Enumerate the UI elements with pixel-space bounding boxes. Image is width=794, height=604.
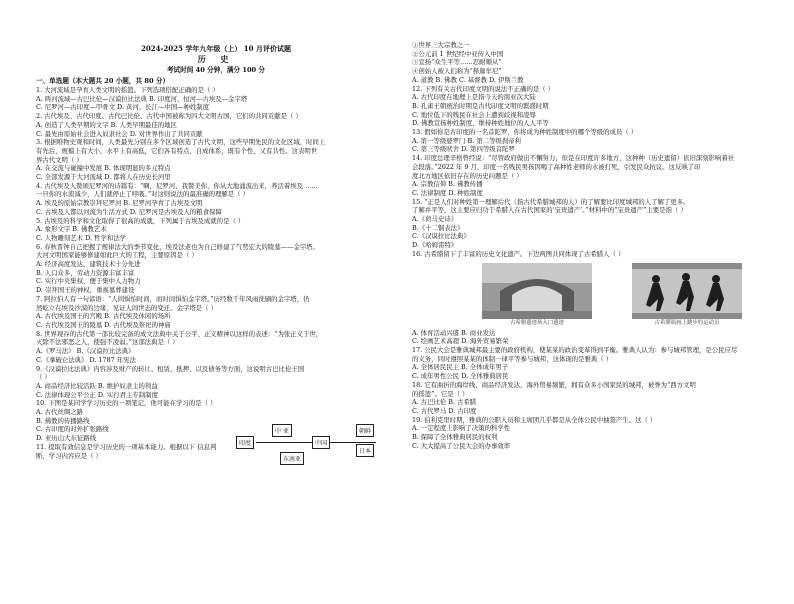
exam-subject: 历 史: [197, 54, 235, 64]
right-lines-b-line: A. 体育活动兴盛 B. 商业发达: [412, 328, 496, 337]
right-lines-a-line: C. 地位低下的贱民在社会上遭到歧视和凌辱: [412, 110, 536, 119]
diagram-india: 印度: [236, 436, 254, 449]
left-lines-line: A. 两河流域—古巴比伦—汉谟拉比法典 B. 印度河、恒河—古埃及—金字塔: [36, 94, 248, 103]
left-lines-line: C. 全部发源于大河流域 D. 都将人在历史长河里: [36, 173, 171, 182]
right-lines-a-line: A. 第一等级婆罗门 B. 第二等级刹帝利: [412, 136, 521, 145]
left-lines-line: A. 古代埃及国王的宫殿 B. 古代埃及休闲的场所: [36, 312, 171, 321]
diagram-korea: 朝鲜: [356, 424, 374, 437]
route-diagram: [236, 420, 396, 466]
right-lines-a-line: 16. 古希腊留下了丰富的历史文化遗产。下边两图共同体现了古希腊人（ ）: [412, 249, 625, 258]
right-lines-b-line: C. 大大提高了公民大会的办事效率: [412, 441, 511, 450]
right-column: [412, 0, 764, 601]
left-lines-line: 7. 阿拉伯人有一句谚语：“人间惧怕时间，而时间惧怕金字塔。”历经数千年风雨洗刷的金字塔，仍: [36, 294, 310, 303]
left-lines-line: 3. 根据唯物史观和时间，人类最先分别在多个区域创造了古代文明，这些早期先民的文化区域，时间上: [36, 138, 326, 147]
right-lines-b-line: A. 一定程度上影响了决策的科学性: [412, 424, 511, 433]
right-lines-b-line: A. 全体居民民主 B. 全体成年男子: [412, 363, 509, 372]
right-lines-b-line: 的摇篮”。它是（ ）: [412, 389, 469, 398]
left-lines-line: 4. 古代埃及人赞颂尼罗河的诗篇有：“啊，尼罗河，我赞美你，你从大地涌流出来，养活着埃及 ……: [36, 181, 318, 190]
left-lines-line: 界古代文明（ ）: [36, 155, 83, 164]
left-lines-line: A. 象形文字 B. 佛教艺术: [36, 225, 107, 234]
left-lines-line: 1. 大河流域是孕育人类文明的摇篮。下列选项搭配正确的是（ ）: [36, 86, 219, 94]
left-lines-line: 大河文明国家能够修建如此巨大的工程，主要原因是（ ）: [36, 251, 198, 260]
left-lines-line: A. 创造了人类早期的文字 B. 人类早期最佳的地区: [36, 120, 177, 129]
left-lines-line: C. 最先由原始社会进入奴隶社会 D. 对世界作出了共同贡献: [36, 129, 203, 138]
left-lines-line: B. 佛教的传播路线: [36, 416, 90, 425]
left-lines-line: 断，学习内容应是（ ）: [36, 451, 102, 460]
left-lines-line: D. 崇拜国王的神权，重视墓葬建设: [36, 286, 135, 295]
diagram-central-asia: 中 亚: [272, 424, 292, 437]
exam-title: 2024-2025 学年九年级（上） 10 月评价试题: [141, 44, 291, 53]
left-lines-line: C. 尼罗河—古印度—甲骨文 D. 黄河、长江—中国—种姓制度: [36, 103, 210, 112]
right-lines-a-line: 了解并平等，这主要应归功于希腊人在古代国家的‘宝贵遗产’。”材料中的“宝贵遗产”主要是指（ ）: [412, 206, 687, 215]
diagram-southeast-asia: 东南亚: [280, 452, 304, 465]
right-lines-b-line: 18. 它有曲折的海岸线，商品经济发达，海外贸易频繁，拥有众多小国家民的城邦，被誉为“西方文明: [412, 380, 696, 389]
left-lines-line: A. 埃及的原始宗教崇拜尼罗河 B. 尼罗河孕育了古埃及文明: [36, 199, 203, 208]
right-lines-a-line: C. 第三等级吠舍 D. 第四等级首陀罗: [412, 145, 515, 154]
caption-vase: 古希腊瓶画上跳步的运动员: [654, 319, 720, 326]
right-lines-b-line: A. 古巴比伦 B. 古希腊: [412, 398, 477, 407]
right-lines-b-line: 17. 公民大会是雅典城邦最主要的政府机构，使某某的政治变革得到平衡。雅典人认为：参与城邦管理，是公民应尽: [412, 345, 738, 354]
left-lines-line: C.《拿破仑法典》 D. 1787 年宪法: [36, 355, 136, 364]
right-lines-b-line: C. 成年男性公民 D. 全体雅典居民: [412, 372, 509, 381]
right-lines-a-line: A.《荷马史诗》: [412, 215, 457, 224]
left-lines-line: 10. 下图是某同学学习历史的一项笔记，他可能在学习的是（ ）: [36, 399, 217, 408]
right-questions-b: [412, 329, 764, 451]
exam-info: 考试时间 40 分钟，满分 100 分: [166, 66, 266, 74]
left-lines-line: 8. 世界现存的古代第一部比较完备的成文法典中关于公平、正义精神以这样的表述：“为张正义于世，: [36, 329, 323, 338]
left-lines-line: C. 人物雕刻艺术 D. 哲学和法学: [36, 233, 127, 242]
right-lines-a-line: C.《汉谟拉比法典》: [412, 232, 470, 241]
right-lines-a-line: ①世界三大宗教之一: [412, 41, 470, 49]
image-stadium-block: [482, 263, 592, 327]
diagram-china: 中国: [312, 436, 330, 449]
left-lines-line: 灭除不法邪恶之人，使强不凌弱。”这部法典是（ ）: [36, 338, 179, 347]
right-lines-a-line: 12. 下列有关古代印度文明的说法不正确的是（ ）: [412, 84, 555, 93]
left-lines-line: C. 古埃及人都以河流为生活方式 D. 尼罗河是古埃及人的粮食保障: [36, 207, 222, 216]
left-lines-line: C. 实行中央集权，便于集中人力物力: [36, 277, 141, 286]
left-lines-line: 11. 提取有效信息是学习历史的一项基本能力。根据以下 信息判: [36, 442, 217, 451]
right-lines-a-line: 度北方地区依旧存在的历史问题是（ ）: [412, 171, 523, 180]
left-lines-line: A. 经济高度发达，建筑技术十分先进: [36, 260, 141, 269]
right-lines-a-line: ②公元前 1 世纪经中亚传入中国: [412, 49, 504, 58]
right-lines-b-line: 19. 伯利克里时期，雅典的公职人员和主席团几乎都是从全体公民中抽签产生。这（ ）: [412, 415, 657, 424]
left-lines-line: 2. 古代埃及、古代印度、古代巴比伦、古代中国被称为四大文明古国，它们的共同贡献是（ ）: [36, 112, 302, 121]
right-lines-a-line: B. 孔雀王朝统治时期是古代印度文明的繁盛时期: [412, 101, 549, 110]
left-lines-line: C. 古印度的对外扩张路线: [36, 425, 109, 434]
left-lines-line: 有先后，规模上有大小，水平上有高低，它们各有特点，自成体系，既有个性，又有共性。这表明世: [36, 146, 318, 155]
right-lines-a-line: A. 古代印度在地理上是指今天的南亚次大陆: [412, 93, 536, 102]
image-vase-block: [632, 263, 742, 327]
right-lines-a-line: ③宣扬“众生平等……忍耐顺从”: [412, 58, 502, 67]
diagram-japan: 日本: [356, 444, 374, 457]
right-lines-a-line: 15. “正是人们对种姓第一理解后代（指古代希腊城邦的人）的了解要比印度城邦的人了解了更多。: [412, 197, 690, 206]
right-lines-a-line: A. 宗教信仰 B. 佛教传播: [412, 180, 483, 189]
left-lines-line: 5. 古埃及的科学和文化取得了很高的成就，下列属于古埃及成就的是（ ）: [36, 216, 245, 225]
right-lines-a-line: 会段落。”2022 年 9 月，印度一名贱民男孩因喝了高种姓老师的水被打死，引发民众抗议。这反映了印: [412, 162, 701, 171]
left-lines-line: C. 法律体现公平公正 D. 实行君主专制制度: [36, 390, 158, 399]
right-lines-b-line: C. 绘画艺术高超 D. 海外贸易繁荣: [412, 337, 509, 346]
question-16-images: [482, 263, 764, 327]
left-lines-line: D. 亚历山大东征路线: [36, 434, 97, 443]
vase-painting: [632, 263, 742, 319]
left-lines-line: 一、单选题（本大题共 20 小题，共 80 分）: [36, 77, 170, 85]
right-questions-a: [412, 41, 764, 259]
right-lines-a-line: D.《哈姆雷特》: [412, 241, 458, 250]
left-lines-line: A.《罗马法》 B.《汉谟拉比法典》: [36, 347, 135, 356]
left-lines-line: 一旦你的水流减少，人们就停止了呼吸。”对这则说法的最准确的理解是（ ）: [36, 190, 249, 199]
right-lines-a-line: B.《十二铜表法》: [412, 223, 464, 232]
left-lines-line: A. 在交流与碰撞中发展 B. 体现明显的多元特点: [36, 164, 171, 173]
left-lines-line: B. 人口众多，劳动力资源丰富丰富: [36, 268, 135, 277]
right-lines-b-line: B. 保障了全体雅典居民的权利: [412, 433, 498, 442]
left-lines-line: A. 古代丝绸之路: [36, 408, 84, 417]
left-lines-line: 9.《汉谟拉比法典》内容涉及财产的转让、租赁、抵押，以及债务等方面，这说明古巴比伦王国: [36, 364, 305, 373]
left-lines-line: （ ）: [36, 373, 51, 382]
left-lines-line: A. 商品经济比较活跃 B. 维护奴隶主的利益: [36, 381, 158, 390]
right-lines-a-line: A. 道教 B. 佛教 C. 基督教 D. 伊斯兰教: [412, 75, 524, 84]
caption-stadium: 古希腊遗迹场入口遗迹: [510, 319, 564, 326]
left-lines-line: 6. 春秋晋钟自己把握了规律法大的季节变化，埃及法老也为自己修建了气势宏大的陵墓——金字塔。: [36, 242, 319, 251]
left-column: [36, 0, 396, 604]
right-lines-a-line: ④创始人被人们称为“释迦牟尼”: [412, 67, 502, 76]
right-lines-a-line: 13. 假如你是古印度的一名首陀罗，你将成为种姓制度中的哪个等级的成员（ ）: [412, 128, 638, 137]
left-lines-line: 然屹立在埃及沙漠的边缘，见证人间世态的变迁。金字塔是（ ）: [36, 303, 217, 312]
right-lines-a-line: D. 佛教宣扬种姓制度，维持种姓地位的人人平等: [412, 119, 549, 128]
right-lines-b-line: C. 古代罗马 D. 古印度: [412, 406, 477, 415]
right-lines-a-line: 14. 印度总理辛格曾经说：“尽管政府做出不懈努力，但是在印度许多地方，这种种（历史遗留）依旧深刻影响着社: [412, 154, 735, 163]
stadium-photo: [482, 263, 592, 319]
right-lines-a-line: C. 法律制度 D. 种姓制度: [412, 188, 483, 197]
left-questions: [36, 76, 396, 460]
right-lines-b-line: 的义务，同时遵照某某的体制一律平等参与城邦，这体现的是雅典（ ）: [412, 354, 613, 363]
left-lines-line: C. 古代埃及国王的陵墓 D. 古代埃及祭祀的神庙: [36, 320, 171, 329]
